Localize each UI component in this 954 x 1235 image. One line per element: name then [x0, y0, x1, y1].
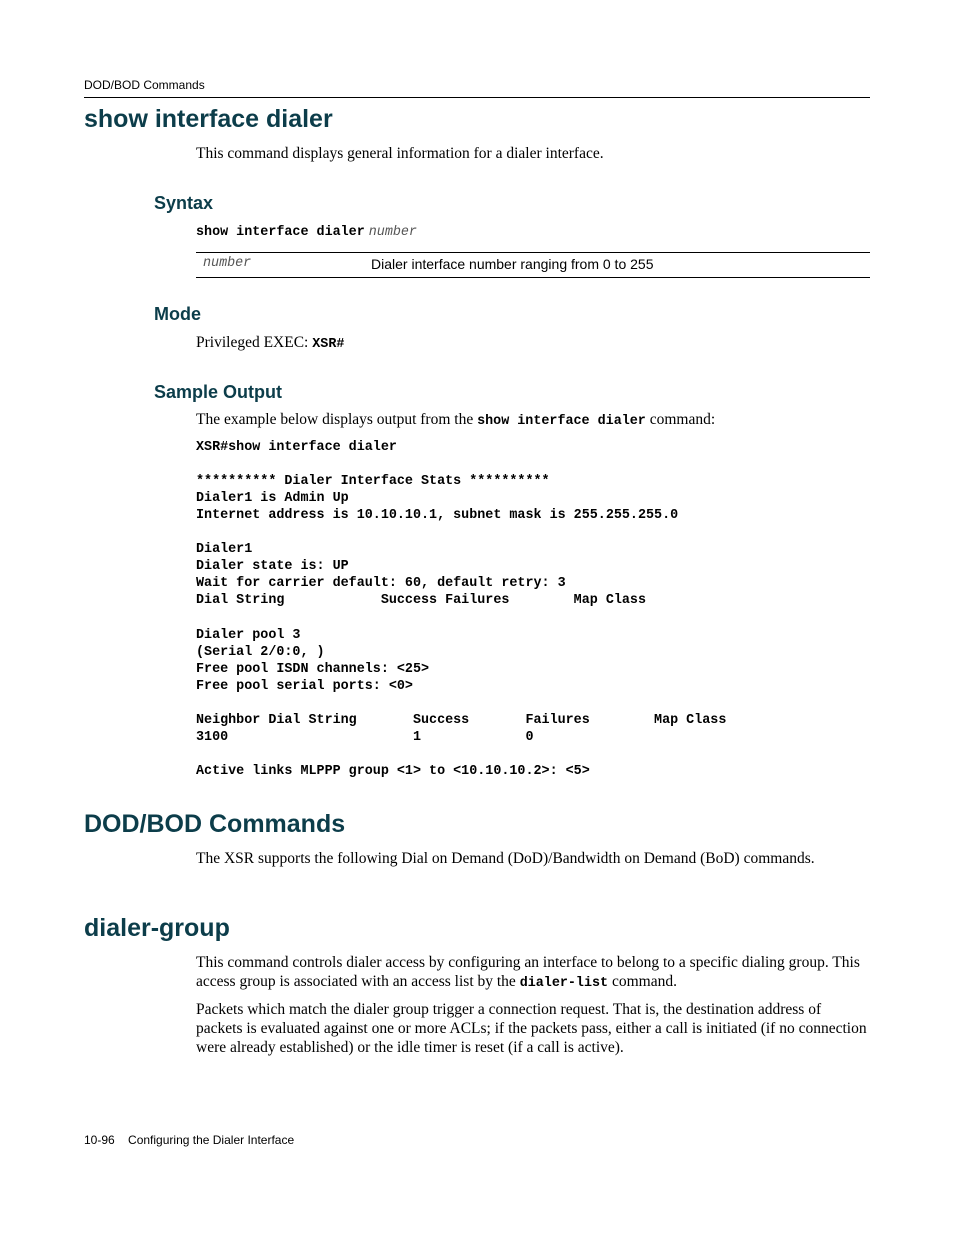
sample-intro-command: show interface dialer — [477, 414, 646, 429]
mode-prompt: XSR# — [312, 337, 345, 352]
dialer-group-p1-text: This command controls dialer access by configuring an interface to belong to a specific dialing group. This access group is associated with an access list by the — [196, 954, 860, 990]
dialer-group-paragraph-1 — [196, 953, 870, 993]
dialer-group-p1-suffix: command. — [611, 973, 677, 990]
sample-intro-text: The example below displays output from the — [196, 411, 474, 428]
header-rule — [84, 97, 870, 98]
cli-output-block: XSR#show interface dialer ********** Dialer Interface Stats ********** Dialer1 is Admin Up Internet address is 10.10.10.1, subnet mask is 255.255.255.0 Dialer1 Dialer state is: UP Wait for carrier default: 60, default retry: 3 Dial String Success Failures Map Class Dialer pool 3 (Serial 2/0:0, ) Free pool ISDN channels: <25> Free pool serial ports: <0> Neighbor Dial String Success Failures Map Class 3100 1 0 Active links MLPPP group <1> to <10.10.10.2>: <5> — [196, 440, 727, 779]
mode-text: Privileged EXEC: — [196, 334, 309, 351]
chapter-title: Configuring the Dialer Interface — [128, 1133, 295, 1147]
command-title-dialer-group: dialer-group — [84, 914, 230, 942]
syntax-heading: Syntax — [154, 193, 214, 213]
mode-heading: Mode — [154, 304, 201, 324]
running-header: DOD/BOD Commands — [84, 78, 205, 92]
dialer-group-paragraph-2: Packets which match the dialer group trigger a connection request. That is, the destination address of packets is evaluated against one or more ACLs; if the packets pass, either a call is initiated (if no connection were already established) or the idle timer is reset (if a call is active). — [196, 1001, 867, 1056]
parameter-description: Dialer interface number ranging from 0 to 255 — [371, 256, 654, 272]
syntax-argument: number — [368, 225, 417, 240]
sample-output-heading: Sample Output — [154, 382, 283, 402]
page-number: 10-96 — [84, 1133, 115, 1147]
parameter-table — [196, 252, 870, 278]
sample-intro — [196, 410, 870, 431]
command-title-show-interface-dialer: show interface dialer — [84, 105, 333, 133]
syntax-command: show interface dialer — [196, 225, 365, 240]
syntax-line — [196, 222, 417, 240]
section-title-dod-bod: DOD/BOD Commands — [84, 810, 346, 838]
page-footer — [84, 1133, 294, 1147]
dod-description: The XSR supports the following Dial on Demand (DoD)/Bandwidth on Demand (BoD) commands. — [196, 850, 815, 867]
sample-intro-suffix: command: — [649, 411, 716, 428]
dialer-list-command: dialer-list — [519, 976, 609, 991]
command-description: This command displays general information for a dialer interface. — [196, 145, 604, 162]
mode-line — [196, 333, 344, 354]
parameter-name: number — [203, 256, 252, 271]
